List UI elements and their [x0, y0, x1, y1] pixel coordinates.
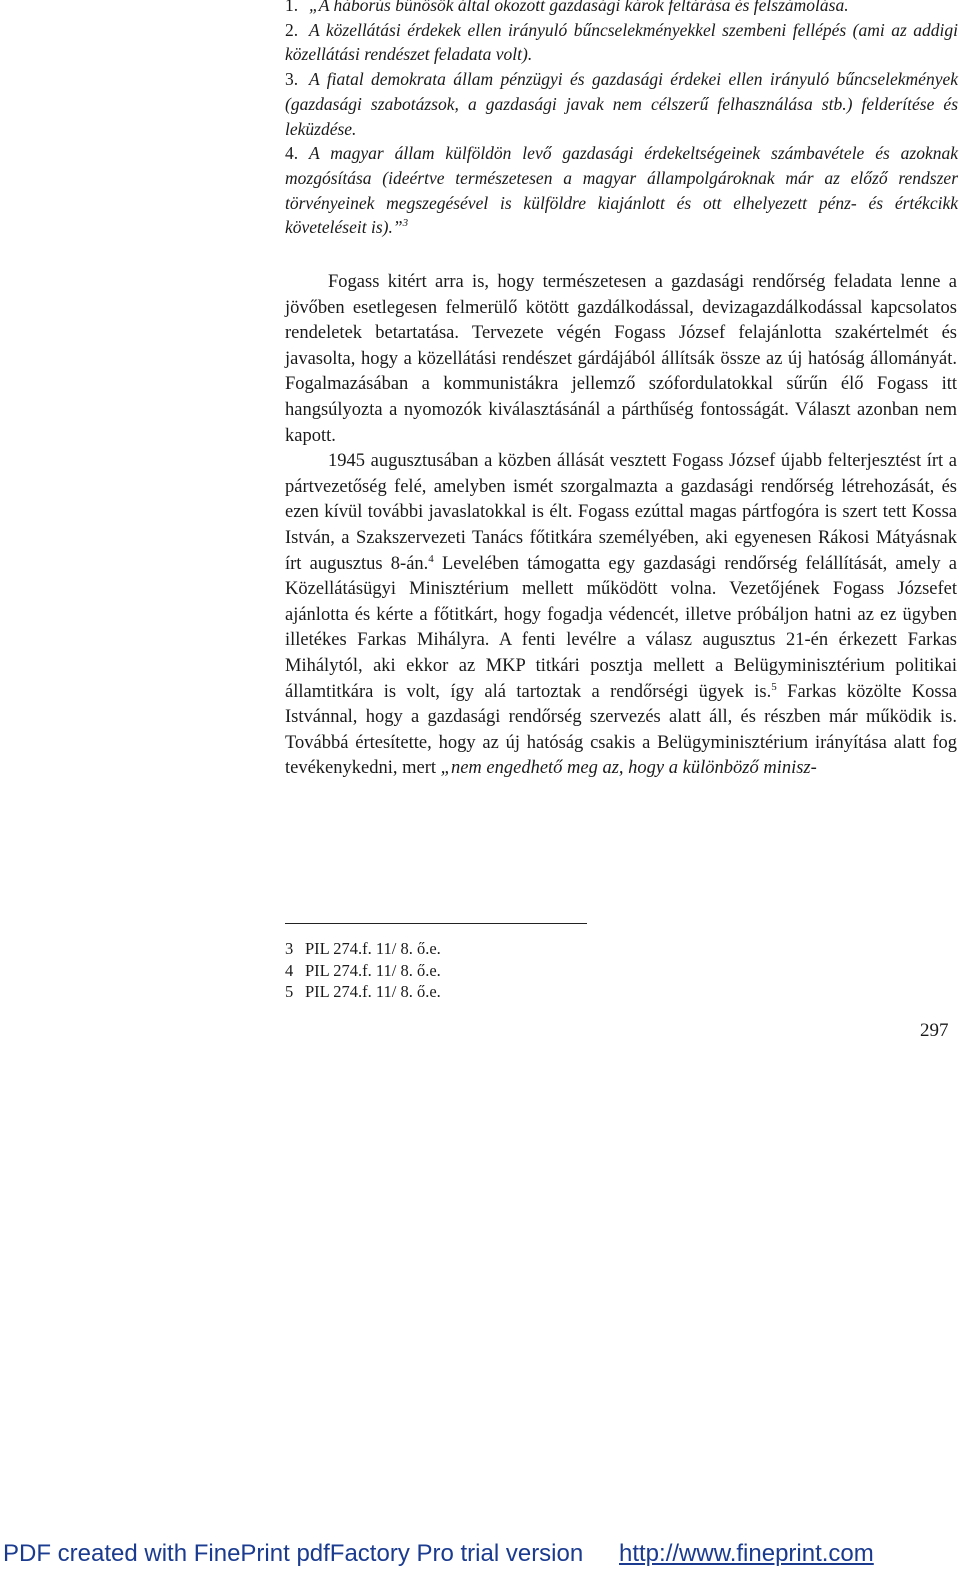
numbered-list [285, 0, 958, 240]
footnote-text: PIL 274.f. 11/ 8. ő.e. [305, 960, 441, 980]
paragraph-text: 1945 augusztusában a közben állását vesztett Fogass József újabb felterjesztést írt a pártvezetőség felé, amelyben ismét szorgalmazta a gazdasági rendőrség létrehozását, és ezen kívül további javaslatokkal is élt. Fogass ezúttal magas pártfogóra is szert tett Kossa István, a Szakszervezeti Tanács főtitkára személyében, aki egyenesen Rákosi Mátyásnak írt augusztus 8-án. [285, 451, 957, 574]
footnote [285, 960, 685, 982]
list-item-number: 3. [285, 69, 299, 90]
list-item [285, 0, 958, 18]
list-item-text: A magyar állam külföldön levő gazdasági érdekeltségeinek számbavétele és azoknak mozgósítása (ideértve természetesen a magyar állampolgároknak már az előző rendszer törvényeinek megszegésével is külföldre kiajánlott és ott elhelyezett pénz- és értékcikk követeléseit is).” [285, 143, 958, 238]
body-text [285, 270, 957, 782]
footnote-reference: 3 [402, 217, 409, 230]
list-item [285, 141, 958, 240]
footnote [285, 981, 685, 1003]
paragraph-text: Farkas közölte Kossa Istvánnal, hogy a gazdasági rendőrség szervezés alatt áll, és részben már működik is. Továbbá értesítette, hogy az új hatóság csakis a Belügyminisztérium irányítása alatt fog tevékenykedni, mert [285, 681, 957, 779]
list-item [285, 67, 958, 141]
list-item-number: 1. [285, 0, 299, 15]
footnote-divider [285, 923, 587, 924]
footnote-number: 3 [285, 939, 294, 958]
list-item-text: A fiatal demokrata állam pénzügyi és gazdasági érdekei ellen irányuló bűncselekmények (gazdasági szabotázsok, a gazdasági javak nem célszerű felhasználása stb.) felderítése és leküzdése. [285, 69, 958, 139]
list-item-number: 4. [285, 143, 299, 164]
list-item-number: 2. [285, 19, 299, 40]
paragraph-text: Levelében támogatta egy gazdasági rendőrség felállítását, amely a Közellátásügyi Minisztérium mellett működött volna. Vezetőjének Fogass Józsefet ajánlotta és kérte a főtitkárt, hogy fogadja védencét, illetve próbáljon hatni az ez ügyben illetékes Farkas Mihályra. A fenti levélre a válasz augusztus 21-én érkezett Farkas Mihálytól, aki ekkor az MKP titkári posztja mellett a Belügyminisztérium politikai államtitkára is volt, így alá tartoztak a rendőrségi ügyek is. [285, 553, 957, 702]
page-number: 297 [920, 1020, 949, 1041]
quotation: „nem engedhető meg az, hogy a különböző minisz- [440, 758, 817, 779]
footnote-reference: 4 [428, 552, 434, 565]
footnote-reference: 5 [771, 680, 777, 693]
footnote-number: 5 [285, 982, 294, 1001]
footnotes [285, 938, 685, 1003]
footnote [285, 938, 685, 960]
footnote-number: 4 [285, 960, 294, 980]
list-item [285, 18, 958, 67]
list-item-text: A közellátási érdekek ellen irányuló bűncselekményekkel szembeni fellépés (ami az addigi közellátási rendészet feladata volt). [285, 19, 958, 65]
banner-link[interactable]: http://www.fineprint.com [619, 1540, 874, 1567]
footnote-text: PIL 274.f. 11/ 8. ő.e. [305, 939, 441, 958]
footnote-text: PIL 274.f. 11/ 8. ő.e. [305, 982, 441, 1001]
list-item-text: „A háborús bűnösök által okozott gazdasági károk feltárása és felszámolása. [309, 0, 849, 15]
paragraph [285, 449, 957, 782]
banner-text: PDF created with FinePrint pdfFactory Pro trial version [3, 1540, 584, 1567]
pdf-watermark-banner [0, 1536, 960, 1570]
paragraph: Fogass kitért arra is, hogy természetesen a gazdasági rendőrség feladata lenne a jövőben esetlegesen felmerülő kötött gazdálkodással, devizagazdálkodással kapcsolatos rendeletek betartatása. Tervezete végén Fogass József felajánlotta szakértelmét és javasolta, hogy a közellátási rendészet gárdájából állítsák össze az új hatóság állományát. Fogalmazásában a kommunistákra jellemző szófordulatokkal sűrűn élő Fogass itt hangsúlyozta a nyomozók kiválasztásánál a párthűség fontosságát. Választ azonban nem kapott. [285, 272, 957, 446]
